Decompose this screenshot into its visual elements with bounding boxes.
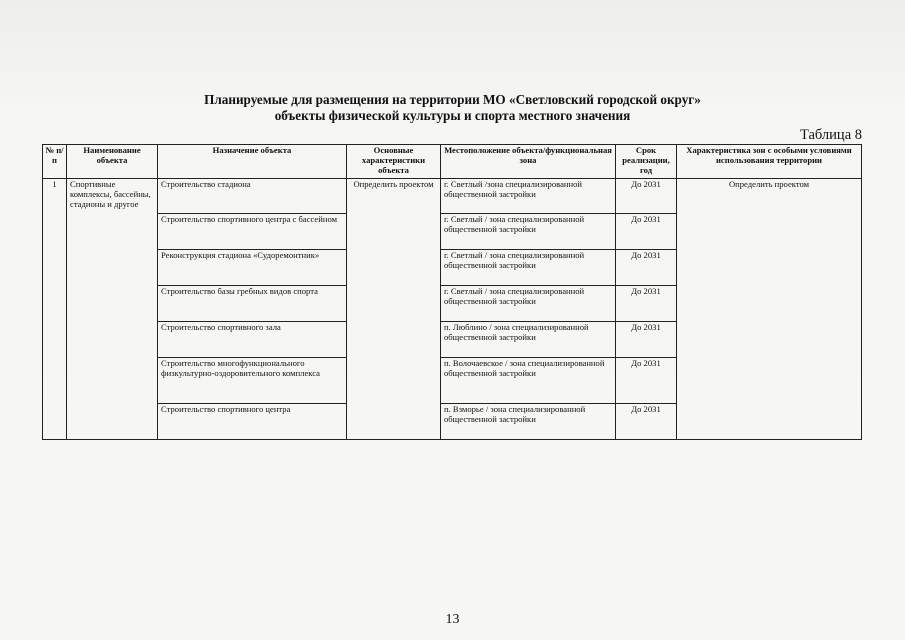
table-row	[43, 179, 862, 214]
header-cell: Основные характеристики объекта	[347, 145, 441, 179]
location-cell: г. Светлый /зона специализированной общественной застройки	[441, 179, 616, 214]
table-header-row	[43, 145, 862, 179]
header-cell: Местоположение объекта/функциональная зона	[441, 145, 616, 179]
document-title	[0, 92, 905, 124]
location-cell: г. Светлый / зона специализированной общественной застройки	[441, 250, 616, 286]
title-line-1: Планируемые для размещения на территории МО «Светловский городской округ»	[204, 92, 701, 107]
header-cell: № п/п	[43, 145, 67, 179]
term-cell: До 2031	[616, 286, 677, 322]
header-cell: Срок реализации, год	[616, 145, 677, 179]
location-cell: п. Взморье / зона специализированной общественной застройки	[441, 404, 616, 440]
location-cell: г. Светлый / зона специализированной общественной застройки	[441, 286, 616, 322]
purpose-cell: Строительство базы гребных видов спорта	[158, 286, 347, 322]
row-number-cell: 1	[43, 179, 67, 440]
title-line-2: объекты физической культуры и спорта местного значения	[274, 108, 631, 123]
header-cell: Характеристика зон с особыми условиями использования территории	[677, 145, 862, 179]
term-cell: До 2031	[616, 179, 677, 214]
header-cell: Наименование объекта	[67, 145, 158, 179]
purpose-cell: Строительство стадиона	[158, 179, 347, 214]
purpose-cell: Строительство спортивного центра	[158, 404, 347, 440]
characteristics-cell: Определить проектом	[347, 179, 441, 440]
objects-table	[42, 144, 862, 440]
purpose-cell: Строительство спортивного зала	[158, 322, 347, 358]
location-cell: п. Волочаевское / зона специализированной общественной застройки	[441, 358, 616, 404]
location-cell: п. Люблино / зона специализированной общественной застройки	[441, 322, 616, 358]
special-zones-cell: Определить проектом	[677, 179, 862, 440]
term-cell: До 2031	[616, 214, 677, 250]
term-cell: До 2031	[616, 322, 677, 358]
purpose-cell: Реконструкция стадиона «Судоремонтник»	[158, 250, 347, 286]
location-cell: г. Светлый / зона специализированной общественной застройки	[441, 214, 616, 250]
object-name-cell: Спортивные комплексы, бассейны, стадионы и другое	[67, 179, 158, 440]
table-caption: Таблица 8	[799, 127, 862, 143]
purpose-cell: Строительство спортивного центра с бассейном	[158, 214, 347, 250]
page-number: 13	[445, 612, 460, 627]
term-cell: До 2031	[616, 250, 677, 286]
term-cell: До 2031	[616, 404, 677, 440]
header-cell: Назначение объекта	[158, 145, 347, 179]
term-cell: До 2031	[616, 358, 677, 404]
purpose-cell: Строительство многофункционального физкультурно-оздоровительного комплекса	[158, 358, 347, 404]
